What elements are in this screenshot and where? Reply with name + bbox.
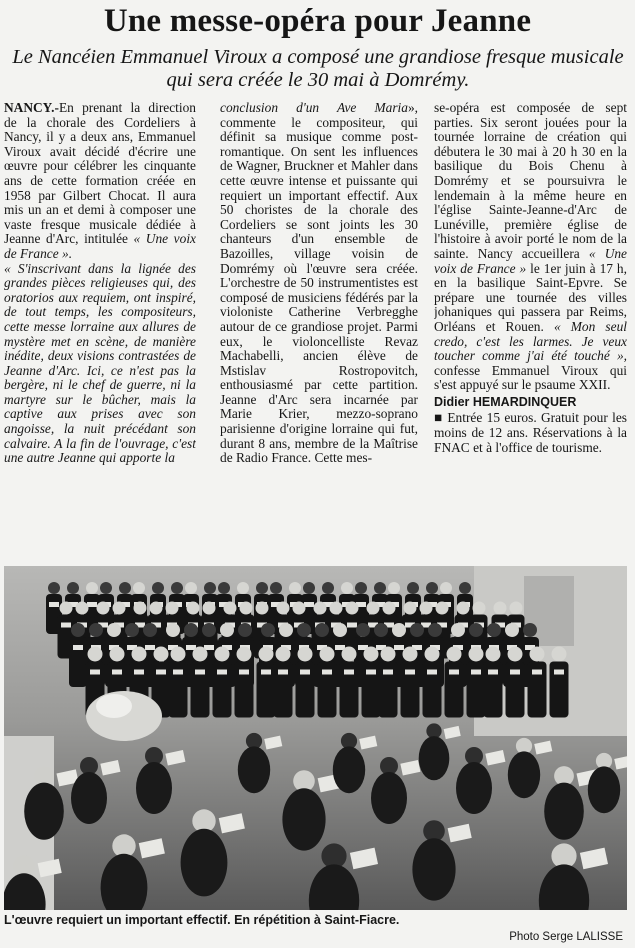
quote-text: « Mon seul credo, c'est les larmes. Je veux toucher comme j'ai été touché », <box>434 318 627 364</box>
quote-text: conclusion d'un Ave Maria <box>220 101 408 115</box>
paragraph <box>434 101 627 393</box>
quote-paragraph: « S'inscrivant dans la lignée des grandes pièces religieuses qui, des oratorios aux requiem, ont inspiré, de tout temps, les compositeurs, cette messe lorraine aux allures de mystère met en scène, de manière inédite, deux visions contrastées de Jeanne d'Arc. Ici, ce n'est pas la bergère, ni le chef de guerre, ni la martyre sur le bûcher, mais la captive aux prises avec son angoisse, la nuit précédant son calvaire. A la fin de l'ouvrage, c'est une autre Jeanne qui apporte la <box>4 260 196 466</box>
paragraph <box>4 101 196 262</box>
article-column-2 <box>220 101 418 553</box>
paragraph-text: confesse Emmanuel Viroux qui s'est appuyé sur le psaume XXII. <box>434 362 627 393</box>
rehearsal-photo <box>4 566 627 910</box>
author-signature: Didier HEMARDINQUER <box>434 394 577 409</box>
paragraph-text: se-opéra est composée de sept parties. Six seront jouées pour la tournée lorraine de création qui débutera le 30 mai à 20 h 30 en la basilique du Bois Chenu à Domrémy et se poursuivra le lendemain à la même heure en l'église Sainte-Jeanne-d'Arc de Lunéville, première église de l'histoire à avoir porté le nom de la sainte. Nancy accueillera <box>434 101 627 261</box>
photo-caption: L'œuvre requiert un important effectif. En répétition à Saint-Fiacre. <box>4 913 400 927</box>
paragraph <box>220 101 418 466</box>
paragraph-text: le 1er juin à 17 h, en la basilique Saint-Epvre. Se prépare une tournée des villes johaniques qui passera par Reims, Orléans et Rouen. <box>434 260 627 334</box>
practical-info: ■ Entrée 15 euros. Gratuit pour les moins de 12 ans. Réservations à la FNAC et à l'office de tourisme. <box>434 410 627 455</box>
subheadline: Le Nancéien Emmanuel Viroux a composé une grandiose fresque musicale qui sera créée le 30 mai à Domrémy. <box>12 46 624 91</box>
headline: Une messe-opéra pour Jeanne <box>103 3 532 39</box>
photo-credit: Photo Serge LALISSE <box>509 931 623 943</box>
work-title: « Une voix de France ». <box>4 231 196 261</box>
article-column-3 <box>434 101 627 553</box>
work-title: « Une voix de France » <box>434 245 627 276</box>
dateline: NANCY.- <box>4 101 59 115</box>
paragraph-text: En prenant la direction de la chorale des Cordeliers à Nancy, il y a deux ans, Emmanuel Viroux avait décidé d'écrire une œuvre pour célébrer les cinquante ans de cette formation créée en 1958 par Gilbert Chocat. Il aura mis un an et demi à composer une vaste fresque musicale dédiée à Jeanne d'Arc, intitulée <box>4 101 196 247</box>
article-column-1 <box>4 101 196 553</box>
paragraph-text: », commente le compositeur, qui définit sa musique comme post-romantique. On sent les influences de Wagner, Bruckner et Mahler dans cette œuvre intense et puissante qui requiert un important effectif. Aux 50 choristes de la chorale des Cordeliers se sont joints les 30 chanteurs d'un ensemble de Bazoilles, village voisin de Domrémy où l'œuvre sera créée. L'orchestre de 50 instrumentistes est composé de musiciens fédérés par la violoniste Catherine Verbregghe autour de ce grandiose projet. Parmi eux, le violoncelliste Revaz Machabelli, ancien élève de Mstislav Rostropovitch, enthousiasmé par cette partition. Jeanne d'Arc sera incarnée par Marie Krier, mezzo-soprano parisienne d'origine lorraine qui fut, durant 8 ans, membre de la Maîtrise de Radio France. Cette mes- <box>220 101 418 466</box>
